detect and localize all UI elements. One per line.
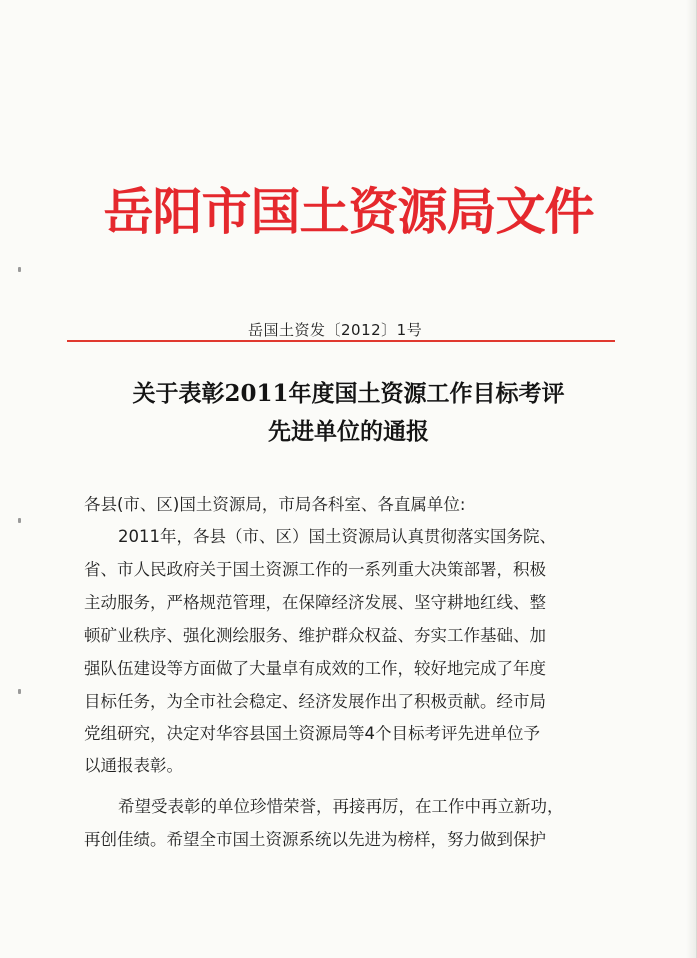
addressee-line: 各县(市、区)国土资源局，市局各科室、各直属单位:: [84, 495, 466, 514]
paragraph-line: 主动服务，严格规范管理，在保障经济发展、坚守耕地红线、整: [84, 593, 546, 612]
red-separator-line: [67, 340, 615, 342]
binding-hole-mark: [18, 518, 21, 523]
issuing-authority-title: 岳阳市国土资源局文件: [103, 182, 594, 241]
paragraph-line: 强队伍建设等方面做了大量卓有成效的工作，较好地完成了年度: [84, 659, 546, 678]
subject-line-2: 先进单位的通报: [268, 418, 429, 445]
paragraph-line: 以通报表彰。: [84, 756, 183, 775]
paragraph-line: 顿矿业秩序、强化测绘服务、维护群众权益、夯实工作基础、加: [84, 626, 546, 645]
binding-hole-mark: [18, 689, 21, 694]
paragraph-line: 省、市人民政府关于国土资源工作的一系列重大决策部署，积极: [84, 560, 546, 579]
document-number: 岳国土资发〔2012〕1号: [248, 321, 423, 339]
paragraph-line: 希望受表彰的单位珍惜荣誉，再接再厉，在工作中再立新功，: [118, 797, 564, 816]
subject-line-1: 关于表彰2011年度国土资源工作目标考评: [132, 380, 565, 407]
paragraph-line: 党组研究，决定对华容县国土资源局等4个目标考评先进单位予: [84, 724, 540, 743]
paragraph-line: 2011年，各县（市、区）国土资源局认真贯彻落实国务院、: [118, 527, 556, 546]
paragraph-line: 目标任务，为全市社会稳定、经济发展作出了积极贡献。经市局: [84, 692, 546, 711]
binding-hole-mark: [18, 267, 21, 272]
page-edge-shadow: [686, 0, 696, 958]
paragraph-line: 再创佳绩。希望全市国土资源系统以先进为榜样，努力做到保护: [84, 830, 546, 849]
